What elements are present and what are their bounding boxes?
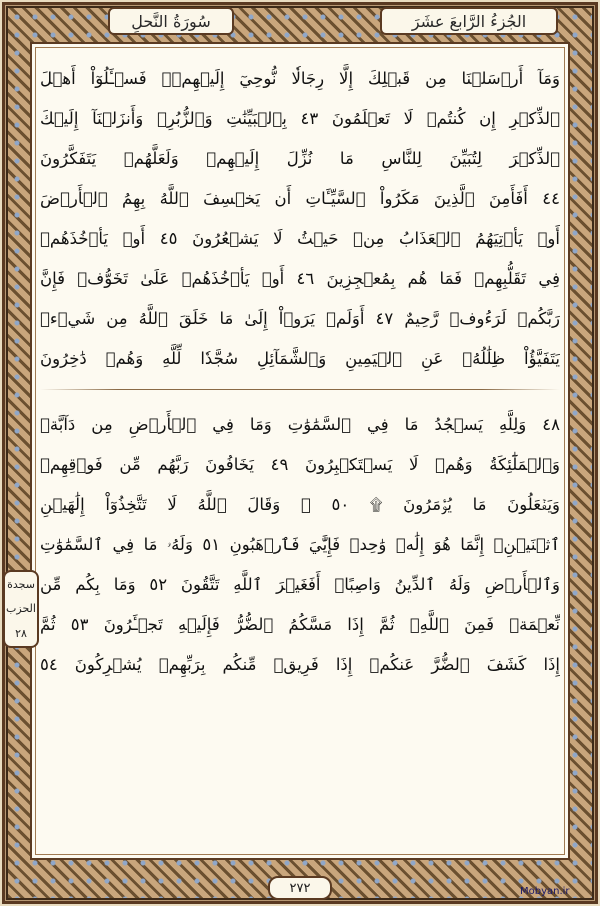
text-line: ٱلذِّكۡرِ إِن كُنتُمۡ لَا تَعۡلَمُونَ ٤٣ بِٱلۡبَيِّنَٰتِ وَٱلزُّبُرِۗ وَأَنزَلۡنَآ إِلَيۡكَ xyxy=(40,109,560,128)
page-number: ٢٧٢ xyxy=(268,876,332,900)
text-line: فِي تَقَلُّبِهِمۡ فَمَا هُم بِمُعۡجِزِينَ ٤٦ أَوۡ يَأۡخُذَهُمۡ عَلَىٰ تَخَوُّفٖ فَإِنَّ xyxy=(40,269,560,288)
text-line: وَٱلۡأَرۡضِ وَلَهُ ٱلدِّينُ وَاصِبًاۚ أَفَغَيۡرَ ٱللَّهِ تَتَّقُونَ ٥٢ وَمَا بِكُم مِّن xyxy=(40,575,560,594)
text-line: ٤٨ وَلِلَّهِ يَسۡجُدُ مَا فِي ٱلسَّمَٰوَٰتِ وَمَا فِي ٱلۡأَرۡضِ مِن دَآبَّةٖ xyxy=(40,415,560,434)
surah-title: سُورَةُ النَّحلِ xyxy=(108,7,234,35)
text-line: وَيَفۡعَلُونَ مَا يُؤۡمَرُونَ ۩ ٥٠ ۞ وَقَالَ ٱللَّهُ لَا تَتَّخِذُوٓاْ إِلَٰهَيۡنِ xyxy=(40,495,560,514)
sajda-label: سجدة xyxy=(7,577,35,591)
hizb-number: ٢٨ xyxy=(15,627,27,641)
text-line: رَبَّكُمۡ لَرَءُوفٞ رَّحِيمٌ ٤٧ أَوَلَمۡ يَرَوۡاْ إِلَىٰ مَا خَلَقَ ٱللَّهُ مِن شَيۡءٖ xyxy=(40,309,560,328)
text-line: ٤٤ أَفَأَمِنَ ٱلَّذِينَ مَكَرُواْ ٱلسَّيِّـَٔاتِ أَن يَخۡسِفَ ٱللَّهُ بِهِمُ ٱلۡأَرۡضَ xyxy=(40,189,560,208)
text-line: أَوۡ يَأۡتِيَهُمُ ٱلۡعَذَابُ مِنۡ حَيۡثُ لَا يَشۡعُرُونَ ٤٥ أَوۡ يَأۡخُذَهُمۡ xyxy=(40,229,560,248)
watermark-text: Mobyan.ir xyxy=(520,886,570,897)
juz-title: الجُزءُ الرَّابعَ عشَرَ xyxy=(380,7,558,35)
separator-rule xyxy=(40,389,560,390)
text-line: وَمَآ أَرۡسَلۡنَا مِن قَبۡلِكَ إِلَّا رِجَالٗا نُّوحِيٓ إِلَيۡهِمۡۖ فَسۡـَٔلُوٓاْ أَهۡلَ xyxy=(40,69,560,88)
text-line: ٱثۡنَيۡنِۖ إِنَّمَا هُوَ إِلَٰهٞ وَٰحِدٞ فَإِيَّٰيَ فَٱرۡهَبُونِ ٥١ وَلَهُۥ مَا فِي ٱلسَّمَٰوَٰتِ xyxy=(40,535,560,554)
text-line: يَتَفَيَّؤُاْ ظِلَٰلُهُۥ عَنِ ٱلۡيَمِينِ وَٱلشَّمَآئِلِ سُجَّدٗا لِّلَّهِ وَهُمۡ دَٰخِرُونَ xyxy=(40,349,560,368)
section-separator xyxy=(40,380,560,398)
text-line: نِّعۡمَةٖ فَمِنَ ٱللَّهِۖ ثُمَّ إِذَا مَسَّكُمُ ٱلضُّرُّ فَإِلَيۡهِ تَجۡـَٔرُونَ ٥٣ ثُمَّ xyxy=(40,615,560,634)
hizb-label: الحزب xyxy=(6,602,36,616)
text-line: ٱلذِّكۡرَ لِتُبَيِّنَ لِلنَّاسِ مَا نُزِّلَ إِلَيۡهِمۡ وَلَعَلَّهُمۡ يَتَفَكَّرُونَ xyxy=(40,149,560,168)
text-line: إِذَا كَشَفَ ٱلضُّرَّ عَنكُمۡ إِذَا فَرِيقٞ مِّنكُم بِرَبِّهِمۡ يُشۡرِكُونَ ٥٤ xyxy=(40,655,560,674)
text-line: وَٱلۡمَلَٰٓئِكَةُ وَهُمۡ لَا يَسۡتَكۡبِرُونَ ٤٩ يَخَافُونَ رَبَّهُم مِّن فَوۡقِهِمۡ xyxy=(40,455,560,474)
sajda-hizb-marker xyxy=(3,570,39,648)
verses-text xyxy=(40,60,560,840)
